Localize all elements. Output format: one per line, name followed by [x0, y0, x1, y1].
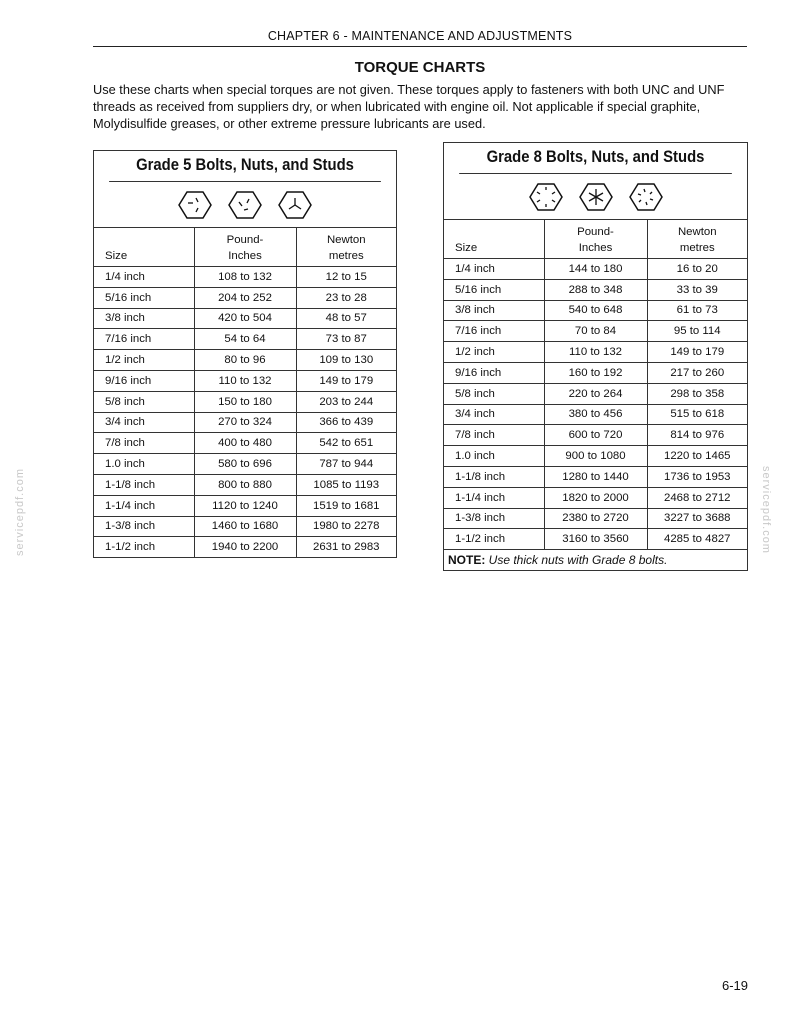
newton-metres-cell: 366 to 439: [296, 412, 396, 433]
size-cell: 1-1/8 inch: [94, 474, 194, 495]
newton-metres-cell: 109 to 130: [296, 350, 396, 371]
pound-inches-column-header: Pound- Inches: [194, 228, 296, 267]
header-divider: [93, 46, 747, 47]
size-cell: 9/16 inch: [94, 370, 194, 391]
size-cell: 1.0 inch: [94, 454, 194, 475]
grade5-chart-title: Grade 5 Bolts, Nuts, and Studs: [109, 151, 381, 182]
newton-metres-column-header: Newton metres: [647, 220, 747, 259]
size-cell: 7/8 inch: [94, 433, 194, 454]
size-cell: 5/8 inch: [444, 383, 544, 404]
newton-metres-cell: 203 to 244: [296, 391, 396, 412]
pound-inches-cell: 160 to 192: [544, 362, 647, 383]
grade8-bolt-head-icons: [444, 174, 747, 220]
size-cell: 1-1/8 inch: [444, 466, 544, 487]
intro-paragraph: Use these charts when special torques are not given. These torques apply to fasteners with both UNC and UNF threads as received from suppliers dry, or when lubricated with engine oil. Not applicable if special graphite, Molydisulfide greases, or other extreme pressure lubricants are used.: [93, 82, 725, 131]
newton-metres-cell: 515 to 618: [647, 404, 747, 425]
pound-inches-cell: 110 to 132: [194, 370, 296, 391]
table-row: [444, 487, 747, 508]
pound-inches-cell: 540 to 648: [544, 300, 647, 321]
size-column-header: Size: [94, 228, 194, 267]
newton-metres-cell: 1519 to 1681: [296, 495, 396, 516]
table-row: [94, 454, 396, 475]
grade8-torque-chart: [443, 142, 748, 571]
pound-inches-cell: 150 to 180: [194, 391, 296, 412]
pound-inches-cell: 380 to 456: [544, 404, 647, 425]
size-cell: 5/16 inch: [444, 279, 544, 300]
grade8-note: [444, 549, 747, 570]
newton-metres-column-header: Newton metres: [296, 228, 396, 267]
size-cell: 5/8 inch: [94, 391, 194, 412]
newton-metres-cell: 1085 to 1193: [296, 474, 396, 495]
newton-metres-cell: 16 to 20: [647, 259, 747, 280]
newton-metres-cell: 542 to 651: [296, 433, 396, 454]
size-column-header: Size: [444, 220, 544, 259]
pound-inches-cell: 3160 to 3560: [544, 529, 647, 549]
pound-inches-cell: 1940 to 2200: [194, 537, 296, 557]
newton-metres-cell: 787 to 944: [296, 454, 396, 475]
size-cell: 1-1/2 inch: [105, 541, 156, 554]
table-row: [444, 321, 747, 342]
table-row: [444, 279, 747, 300]
page-title: TORQUE CHARTS: [354, 59, 486, 76]
newton-metres-cell: 1736 to 1953: [647, 466, 747, 487]
table-row: [444, 404, 747, 425]
chapter-header: CHAPTER 6 - MAINTENANCE AND ADJUSTMENTS: [267, 29, 573, 43]
size-cell: 7/16 inch: [94, 329, 194, 350]
hex-bolt-head-6-marks-icon: [578, 181, 614, 213]
size-cell: 3/4 inch: [444, 404, 544, 425]
size-cell: 1-3/8 inch: [94, 516, 194, 537]
pound-inches-cell: 2380 to 2720: [544, 508, 647, 529]
size-cell: 7/8 inch: [444, 425, 544, 446]
size-cell: 5/16 inch: [94, 287, 194, 308]
size-cell: 1-3/8 inch: [444, 508, 544, 529]
size-cell: 1/4 inch: [94, 267, 194, 288]
size-cell: 7/16 inch: [444, 321, 544, 342]
size-cell: 1-1/2 inch: [455, 533, 506, 546]
pound-inches-cell: 1280 to 1440: [544, 466, 647, 487]
table-row: [444, 300, 747, 321]
table-row: [94, 308, 396, 329]
newton-metres-cell: 298 to 358: [647, 383, 747, 404]
newton-metres-cell: 1980 to 2278: [296, 516, 396, 537]
pound-inches-cell: 270 to 324: [194, 412, 296, 433]
hex-bolt-head-6-marks-icon: [628, 181, 664, 213]
table-row: [444, 259, 747, 280]
table-row: [94, 287, 396, 308]
note-label: NOTE:: [448, 553, 486, 568]
table-row: [94, 537, 396, 557]
newton-metres-cell: 2468 to 2712: [647, 487, 747, 508]
hex-bolt-head-3-marks-icon: [227, 189, 263, 221]
pound-inches-cell: 1120 to 1240: [194, 495, 296, 516]
newton-metres-cell: 217 to 260: [647, 362, 747, 383]
hex-bolt-head-6-marks-icon: [528, 181, 564, 213]
size-cell: 1-1/4 inch: [444, 487, 544, 508]
table-row: [94, 350, 396, 371]
hex-bolt-head-3-marks-icon: [177, 189, 213, 221]
pound-inches-cell: 108 to 132: [194, 267, 296, 288]
newton-metres-cell: 12 to 15: [296, 267, 396, 288]
newton-metres-cell: 3227 to 3688: [647, 508, 747, 529]
newton-metres-cell: 149 to 179: [296, 370, 396, 391]
table-row: [444, 508, 747, 529]
size-cell: 1/2 inch: [94, 350, 194, 371]
pound-inches-cell: 800 to 880: [194, 474, 296, 495]
pound-inches-cell: 288 to 348: [544, 279, 647, 300]
pound-inches-cell: 420 to 504: [194, 308, 296, 329]
pound-inches-cell: 1460 to 1680: [194, 516, 296, 537]
grade8-chart-title: Grade 8 Bolts, Nuts, and Studs: [459, 143, 732, 174]
size-cell: 3/4 inch: [94, 412, 194, 433]
grade5-torque-chart: [93, 150, 397, 558]
table-row: [444, 383, 747, 404]
page-number: 6-19: [721, 978, 748, 993]
pound-inches-cell: 80 to 96: [194, 350, 296, 371]
table-row: [444, 529, 747, 549]
pound-inches-cell: 600 to 720: [544, 425, 647, 446]
pound-inches-cell: 110 to 132: [544, 342, 647, 363]
table-row: [94, 391, 396, 412]
note-text: Use thick nuts with Grade 8 bolts.: [485, 553, 668, 568]
newton-metres-cell: 4285 to 4827: [647, 529, 747, 549]
table-row: [444, 342, 747, 363]
newton-metres-cell: 33 to 39: [647, 279, 747, 300]
watermark-left: servicepdf.com: [14, 468, 26, 556]
pound-inches-cell: 70 to 84: [544, 321, 647, 342]
table-row: [94, 433, 396, 454]
pound-inches-cell: 400 to 480: [194, 433, 296, 454]
newton-metres-cell: 814 to 976: [647, 425, 747, 446]
size-cell: 1-1/4 inch: [94, 495, 194, 516]
pound-inches-cell: 144 to 180: [544, 259, 647, 280]
table-row: [94, 267, 396, 288]
table-header-row: [94, 228, 396, 267]
table-row: [444, 362, 747, 383]
table-row: [94, 474, 396, 495]
size-cell: 1/4 inch: [444, 259, 544, 280]
size-cell: 9/16 inch: [444, 362, 544, 383]
size-cell: 1/2 inch: [444, 342, 544, 363]
newton-metres-cell: 61 to 73: [647, 300, 747, 321]
table-row: [444, 466, 747, 487]
grade5-torque-table: [94, 228, 396, 557]
grade8-torque-table: [444, 220, 747, 549]
table-row: [94, 412, 396, 433]
table-row: [94, 370, 396, 391]
pound-inches-cell: 220 to 264: [544, 383, 647, 404]
table-row: [94, 516, 396, 537]
pound-inches-cell: 580 to 696: [194, 454, 296, 475]
newton-metres-cell: 2631 to 2983: [296, 537, 396, 557]
size-cell: 3/8 inch: [444, 300, 544, 321]
newton-metres-cell: 48 to 57: [296, 308, 396, 329]
table-row: [444, 446, 747, 467]
pound-inches-cell: 54 to 64: [194, 329, 296, 350]
watermark-right: servicepdf.com: [760, 466, 772, 554]
size-cell: 1.0 inch: [444, 446, 544, 467]
size-cell: 3/8 inch: [94, 308, 194, 329]
table-row: [444, 425, 747, 446]
newton-metres-cell: 95 to 114: [647, 321, 747, 342]
table-row: [94, 495, 396, 516]
pound-inches-cell: 900 to 1080: [544, 446, 647, 467]
table-header-row: [444, 220, 747, 259]
newton-metres-cell: 23 to 28: [296, 287, 396, 308]
hex-bolt-head-3-marks-icon: [277, 189, 313, 221]
table-row: [94, 329, 396, 350]
grade5-bolt-head-icons: [94, 182, 396, 228]
newton-metres-cell: 149 to 179: [647, 342, 747, 363]
newton-metres-cell: 73 to 87: [296, 329, 396, 350]
pound-inches-cell: 1820 to 2000: [544, 487, 647, 508]
pound-inches-cell: 204 to 252: [194, 287, 296, 308]
pound-inches-column-header: Pound- Inches: [544, 220, 647, 259]
newton-metres-cell: 1220 to 1465: [647, 446, 747, 467]
